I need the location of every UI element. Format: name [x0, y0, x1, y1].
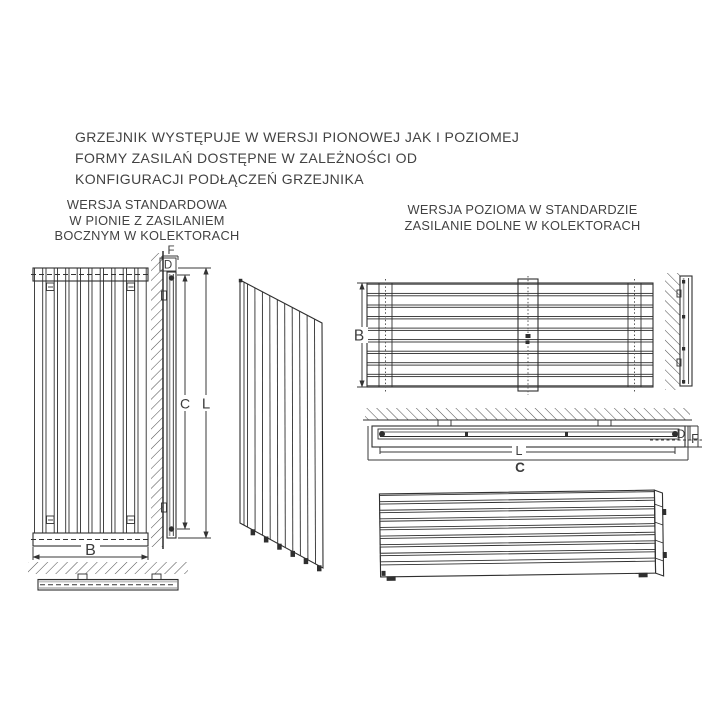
vertical-front-view	[31, 268, 150, 560]
horizontal-title-line-2: ZASILANIE DOLNE W KOLEKTORACH	[404, 217, 641, 233]
dim-total-length-h	[368, 426, 688, 475]
mounting-clips	[47, 283, 135, 524]
dim-label-d-vertical: D	[163, 259, 173, 272]
vertical-title-line-2: W PIONIE Z ZASILANIEM	[69, 212, 225, 228]
dim-width	[33, 542, 148, 560]
horizontal-isometric-view	[379, 490, 667, 581]
horizontal-side-view	[665, 273, 692, 390]
vertical-section-title	[52, 197, 242, 244]
dim-label-d-horizontal: D	[676, 427, 686, 441]
vertical-title-line-3: BOCZNYM W KOLEKTORACH	[54, 228, 240, 243]
side-face	[654, 490, 667, 576]
dim-label-f-vertical: F	[167, 245, 175, 257]
dim-label-b-horizontal: B	[353, 327, 365, 345]
intro-line-1: GRZEJNIK WYSTĘPUJE W WERSJI PIONOWEJ JAK I POZIOMEJ	[75, 129, 520, 145]
wall-hatch	[365, 408, 690, 420]
dim-label-l-vertical: L	[201, 395, 211, 413]
horizontal-radiator-drawing	[350, 263, 712, 603]
dim-collector-length	[177, 275, 192, 529]
bottom-collector-tabs	[251, 529, 322, 571]
dim-label-c-horizontal: C	[515, 460, 525, 475]
dim-label-b-vertical: B	[85, 542, 96, 559]
horizontal-section-title	[375, 202, 670, 233]
dim-collector-length-h	[380, 444, 675, 458]
intro-line-2: FORMY ZASILAŃ DOSTĘPNE W ZALEŻNOŚCI OD	[75, 150, 418, 166]
vertical-isometric-view	[239, 279, 323, 572]
collector-strips	[379, 276, 641, 395]
horizontal-front-view	[351, 276, 653, 395]
vertical-side-view	[151, 245, 214, 549]
horizontal-title-line-1: WERSJA POZIOMA W STANDARDZIE	[407, 202, 638, 217]
intro-text	[75, 127, 519, 190]
horizontal-plan-view	[363, 408, 702, 475]
dim-label-c-vertical: C	[179, 395, 191, 412]
wall-hatch	[28, 562, 188, 574]
intro-line-3: KONFIGURACJI PODŁĄCZEŃ GRZEJNIKA	[75, 171, 364, 187]
dim-label-l-horizontal: L	[515, 444, 523, 458]
dim-label-f-horizontal: F	[691, 432, 699, 446]
vertical-title-line-1: WERSJA STANDARDOWA	[66, 197, 228, 212]
vertical-plan-view	[28, 562, 188, 590]
wall-hatch	[665, 273, 680, 390]
dim-height	[351, 283, 368, 387]
vertical-radiator-drawing	[18, 245, 350, 615]
